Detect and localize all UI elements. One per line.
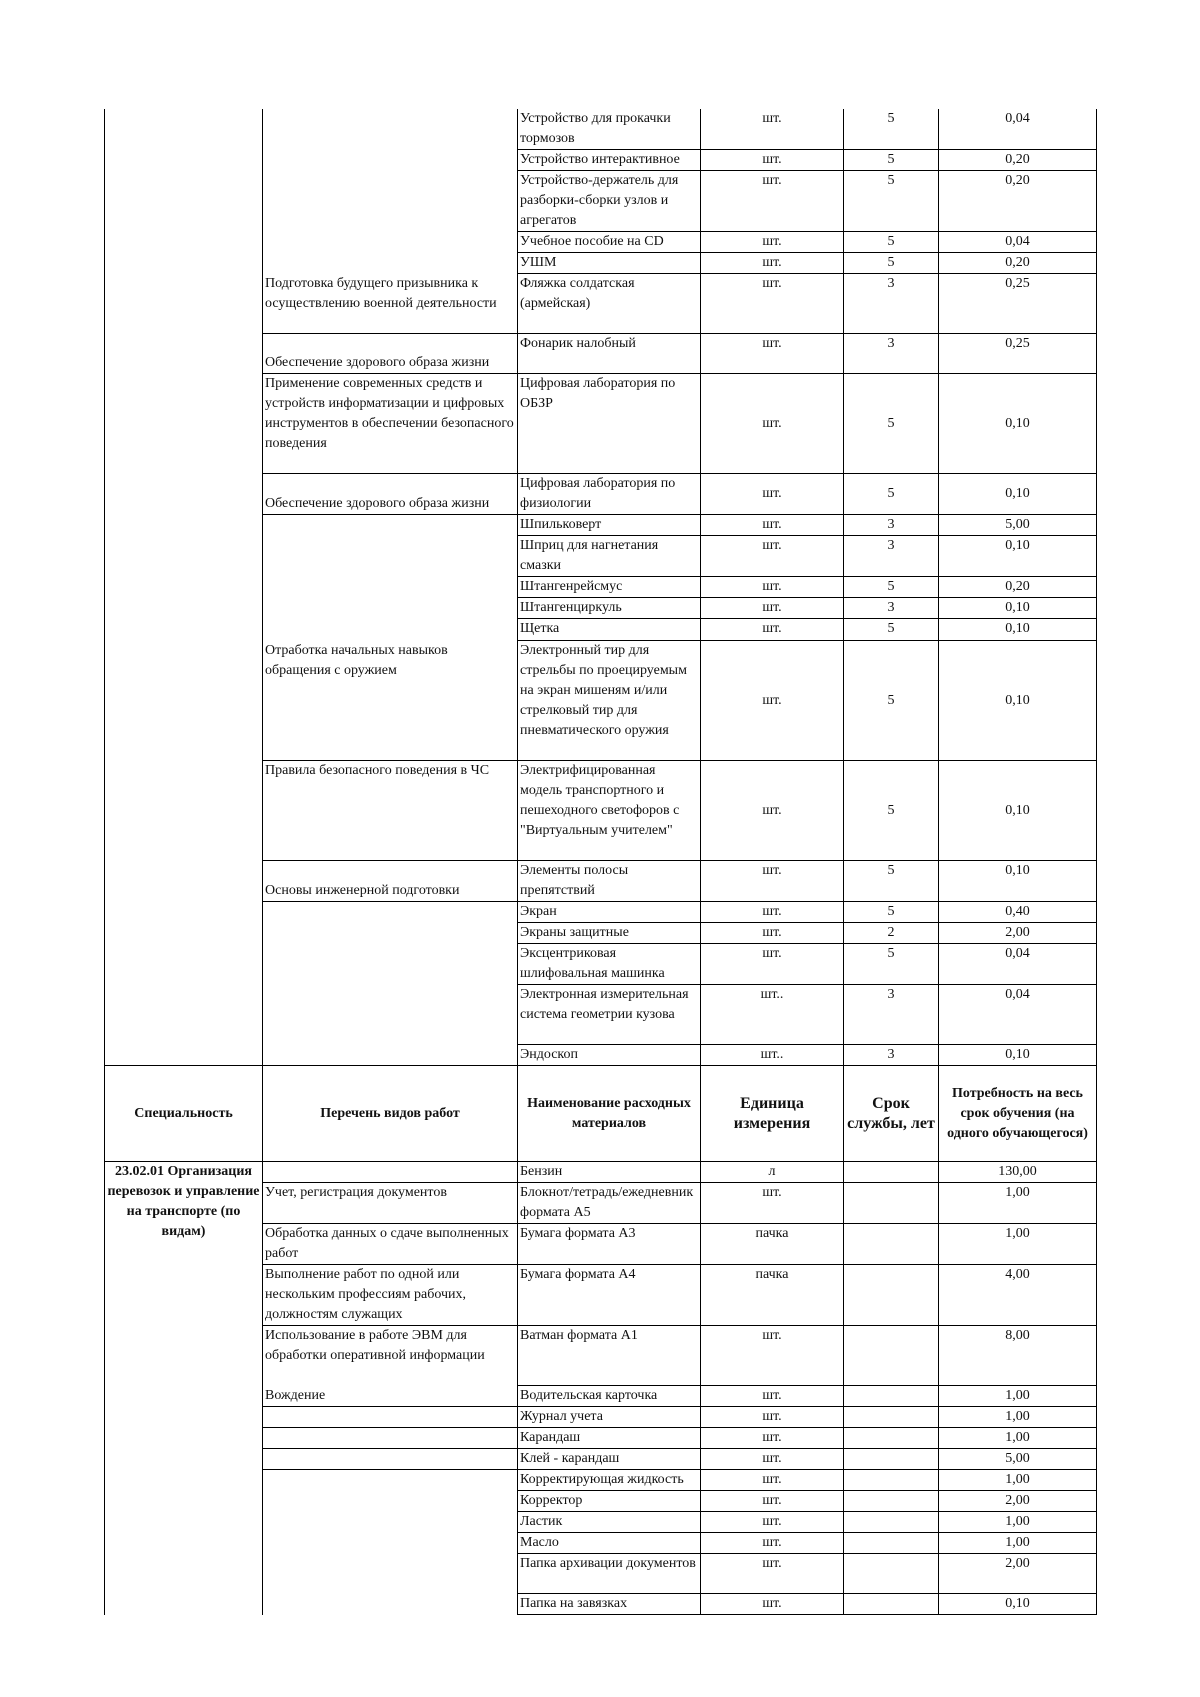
work-type-cell	[263, 253, 518, 274]
material-name-cell: Папка архивации документов	[518, 1554, 701, 1594]
service-term-cell	[844, 1162, 939, 1183]
need-cell: 0,10	[939, 536, 1097, 577]
header-specialty: Специальность	[105, 1066, 263, 1162]
service-term-cell: 3	[844, 1045, 939, 1066]
unit-cell: шт.	[701, 1407, 844, 1428]
material-name-cell: Водительская карточка	[518, 1386, 701, 1407]
material-name-cell: Экраны защитные	[518, 923, 701, 944]
unit-cell: шт.	[701, 1491, 844, 1512]
need-cell: 1,00	[939, 1512, 1097, 1533]
material-name-cell: Фонарик налобный	[518, 334, 701, 374]
work-type-cell	[263, 109, 518, 150]
unit-cell: шт.	[701, 1512, 844, 1533]
work-type-cell	[263, 150, 518, 171]
unit-cell: шт.	[701, 923, 844, 944]
work-type-cell	[263, 598, 518, 619]
specialty-cell	[105, 944, 263, 985]
service-term-cell	[844, 1594, 939, 1615]
table-row	[105, 274, 1097, 334]
service-term-cell: 3	[844, 985, 939, 1045]
unit-cell: шт.	[701, 619, 844, 641]
specialty-cell	[105, 171, 263, 232]
need-cell: 1,00	[939, 1533, 1097, 1554]
unit-cell: шт.	[701, 536, 844, 577]
work-type-cell: Учет, регистрация документов	[263, 1183, 518, 1224]
need-cell: 2,00	[939, 1554, 1097, 1594]
material-name-cell: Штангенрейсмус	[518, 577, 701, 598]
unit-cell: шт.	[701, 274, 844, 334]
need-cell: 1,00	[939, 1407, 1097, 1428]
specialty-cell	[105, 923, 263, 944]
need-cell: 130,00	[939, 1162, 1097, 1183]
unit-cell: шт.	[701, 1386, 844, 1407]
material-name-cell: Эндоскоп	[518, 1045, 701, 1066]
table-row	[105, 923, 1097, 944]
table-row	[105, 944, 1097, 985]
service-term-cell	[844, 1491, 939, 1512]
unit-cell: шт.	[701, 515, 844, 536]
table-row	[105, 232, 1097, 253]
material-name-cell: Щетка	[518, 619, 701, 641]
need-cell: 0,20	[939, 577, 1097, 598]
material-name-cell: Шприц для нагнетания смазки	[518, 536, 701, 577]
material-name-cell: Штангенциркуль	[518, 598, 701, 619]
unit-cell: пачка	[701, 1265, 844, 1326]
table-row	[105, 536, 1097, 577]
service-term-cell	[844, 1470, 939, 1491]
work-type-cell: Подготовка будущего призывника к осуществлению военной деятельности	[263, 274, 518, 334]
material-name-cell: Журнал учета	[518, 1407, 701, 1428]
material-name-cell: Масло	[518, 1533, 701, 1554]
work-type-cell	[263, 1512, 518, 1533]
need-cell: 1,00	[939, 1428, 1097, 1449]
need-cell: 8,00	[939, 1326, 1097, 1386]
material-name-cell: Экран	[518, 902, 701, 923]
unit-cell: шт.	[701, 861, 844, 902]
work-type-cell	[263, 1470, 518, 1491]
specialty-cell	[105, 109, 263, 150]
service-term-cell: 5	[844, 474, 939, 515]
unit-cell: шт.	[701, 109, 844, 150]
work-type-cell	[263, 1162, 518, 1183]
service-term-cell	[844, 1533, 939, 1554]
specialty-cell	[105, 577, 263, 598]
table-row	[105, 109, 1097, 150]
material-name-cell: Цифровая лаборатория по ОБЗР	[518, 374, 701, 474]
table-row	[105, 861, 1097, 902]
unit-cell: шт.	[701, 1470, 844, 1491]
need-cell: 0,25	[939, 274, 1097, 334]
service-term-cell	[844, 1326, 939, 1386]
unit-cell: шт.	[701, 150, 844, 171]
material-name-cell: Корректор	[518, 1491, 701, 1512]
specialty-cell	[105, 374, 263, 474]
material-name-cell: Устройство-держатель для разборки-сборки узлов и агрегатов	[518, 171, 701, 232]
work-type-cell: Основы инженерной подготовки	[263, 861, 518, 902]
material-name-cell: Устройство для прокачки тормозов	[518, 109, 701, 150]
work-type-cell: Обеспечение здорового образа жизни	[263, 334, 518, 374]
work-type-cell: Вождение	[263, 1386, 518, 1407]
need-cell: 0,04	[939, 944, 1097, 985]
need-cell: 0,10	[939, 1045, 1097, 1066]
specialty-cell	[105, 474, 263, 515]
material-name-cell: Папка на завязках	[518, 1594, 701, 1615]
header-materials: Наименование расходных материалов	[518, 1066, 701, 1162]
table-row	[105, 577, 1097, 598]
material-name-cell: Электрифицированная модель транспортного и пешеходного светофоров с "Виртуальным учителем"	[518, 761, 701, 861]
unit-cell: шт.	[701, 1326, 844, 1386]
unit-cell: шт.	[701, 474, 844, 515]
work-type-cell	[263, 1533, 518, 1554]
service-term-cell: 5	[844, 253, 939, 274]
specialty-cell	[105, 232, 263, 253]
material-name-cell: Учебное пособие на CD	[518, 232, 701, 253]
need-cell: 0,20	[939, 150, 1097, 171]
service-term-cell: 5	[844, 944, 939, 985]
service-term-cell: 3	[844, 515, 939, 536]
work-type-cell	[263, 944, 518, 985]
service-term-cell: 5	[844, 577, 939, 598]
service-term-cell	[844, 1512, 939, 1533]
specialty-cell	[105, 334, 263, 374]
unit-cell: шт.	[701, 1533, 844, 1554]
service-term-cell: 3	[844, 598, 939, 619]
specialty-cell	[105, 985, 263, 1045]
material-name-cell: Фляжка солдатская (армейская)	[518, 274, 701, 334]
table-row	[105, 474, 1097, 515]
header-row	[105, 1066, 1097, 1162]
material-name-cell: Шпильковерт	[518, 515, 701, 536]
unit-cell: шт.	[701, 1183, 844, 1224]
work-type-cell: Правила безопасного поведения в ЧС	[263, 761, 518, 861]
need-cell: 5,00	[939, 1449, 1097, 1470]
table-row	[105, 985, 1097, 1045]
materials-table-body	[105, 109, 1097, 1615]
service-term-cell: 3	[844, 536, 939, 577]
service-term-cell: 5	[844, 109, 939, 150]
service-term-cell	[844, 1407, 939, 1428]
header-need: Потребность на весь срок обучения (на одного обучающегося)	[939, 1066, 1097, 1162]
service-term-cell	[844, 1224, 939, 1265]
service-term-cell: 5	[844, 619, 939, 641]
unit-cell: шт.	[701, 598, 844, 619]
need-cell: 0,25	[939, 334, 1097, 374]
specialty-name: 23.02.01 Организация перевозок и управление на транспорте (по видам)	[105, 1162, 263, 1615]
need-cell: 0,04	[939, 232, 1097, 253]
document-page	[104, 109, 1097, 1615]
service-term-cell: 3	[844, 334, 939, 374]
table-row	[105, 598, 1097, 619]
specialty-cell	[105, 515, 263, 536]
unit-cell: шт.	[701, 902, 844, 923]
need-cell: 0,04	[939, 985, 1097, 1045]
work-type-cell	[263, 619, 518, 641]
need-cell: 0,10	[939, 598, 1097, 619]
unit-cell: шт.	[701, 641, 844, 761]
work-type-cell	[263, 1554, 518, 1594]
table-row	[105, 150, 1097, 171]
service-term-cell	[844, 1554, 939, 1594]
unit-cell: шт.	[701, 253, 844, 274]
need-cell: 0,10	[939, 474, 1097, 515]
work-type-cell	[263, 902, 518, 923]
need-cell: 0,10	[939, 641, 1097, 761]
material-name-cell: УШМ	[518, 253, 701, 274]
specialty-cell	[105, 598, 263, 619]
need-cell: 0,10	[939, 374, 1097, 474]
work-type-cell	[263, 577, 518, 598]
service-term-cell: 5	[844, 861, 939, 902]
need-cell: 0,10	[939, 1594, 1097, 1615]
need-cell: 0,10	[939, 761, 1097, 861]
unit-cell: шт.	[701, 1449, 844, 1470]
need-cell: 2,00	[939, 923, 1097, 944]
work-type-cell	[263, 536, 518, 577]
table-row	[105, 1045, 1097, 1066]
table-row	[105, 334, 1097, 374]
material-name-cell: Корректирующая жидкость	[518, 1470, 701, 1491]
work-type-cell: Отработка начальных навыков обращения с оружием	[263, 641, 518, 761]
work-type-cell	[263, 171, 518, 232]
work-type-cell: Обеспечение здорового образа жизни	[263, 474, 518, 515]
specialty-cell	[105, 274, 263, 334]
table-row	[105, 1162, 1097, 1183]
need-cell: 5,00	[939, 515, 1097, 536]
table-row	[105, 641, 1097, 761]
work-type-cell	[263, 1428, 518, 1449]
specialty-cell	[105, 150, 263, 171]
specialty-cell	[105, 641, 263, 761]
materials-table	[104, 109, 1097, 1615]
unit-cell: шт.	[701, 232, 844, 253]
service-term-cell	[844, 1386, 939, 1407]
unit-cell: шт.	[701, 1554, 844, 1594]
material-name-cell: Блокнот/тетрадь/ежедневник формата А5	[518, 1183, 701, 1224]
material-name-cell: Цифровая лаборатория по физиологии	[518, 474, 701, 515]
service-term-cell	[844, 1265, 939, 1326]
service-term-cell	[844, 1428, 939, 1449]
specialty-cell	[105, 902, 263, 923]
work-type-cell: Использование в работе ЭВМ для обработки оперативной информации	[263, 1326, 518, 1386]
material-name-cell: Бензин	[518, 1162, 701, 1183]
service-term-cell: 5	[844, 232, 939, 253]
unit-cell: шт..	[701, 985, 844, 1045]
work-type-cell	[263, 923, 518, 944]
table-row	[105, 515, 1097, 536]
table-row	[105, 374, 1097, 474]
unit-cell: пачка	[701, 1224, 844, 1265]
service-term-cell: 3	[844, 274, 939, 334]
table-row	[105, 902, 1097, 923]
specialty-cell	[105, 536, 263, 577]
header-term: Срок службы, лет	[844, 1066, 939, 1162]
unit-cell: шт.	[701, 171, 844, 232]
need-cell: 1,00	[939, 1386, 1097, 1407]
specialty-cell	[105, 761, 263, 861]
unit-cell: шт.	[701, 1594, 844, 1615]
work-type-cell	[263, 1407, 518, 1428]
specialty-cell	[105, 861, 263, 902]
work-type-cell: Применение современных средств и устройств информатизации и цифровых инструментов в обеспечении безопасного поведения	[263, 374, 518, 474]
work-type-cell: Выполнение работ по одной или нескольким профессиям рабочих, должностям служащих	[263, 1265, 518, 1326]
service-term-cell: 2	[844, 923, 939, 944]
need-cell: 0,10	[939, 619, 1097, 641]
table-row	[105, 761, 1097, 861]
header-works: Перечень видов работ	[263, 1066, 518, 1162]
material-name-cell: Карандаш	[518, 1428, 701, 1449]
work-type-cell	[263, 985, 518, 1045]
material-name-cell: Эксцентриковая шлифовальная машинка	[518, 944, 701, 985]
service-term-cell: 5	[844, 171, 939, 232]
specialty-cell	[105, 619, 263, 641]
work-type-cell: Обработка данных о сдаче выполненных работ	[263, 1224, 518, 1265]
need-cell: 0,04	[939, 109, 1097, 150]
material-name-cell: Электронная измерительная система геометрии кузова	[518, 985, 701, 1045]
work-type-cell	[263, 1491, 518, 1512]
unit-cell: шт.	[701, 761, 844, 861]
material-name-cell: Ватман формата А1	[518, 1326, 701, 1386]
work-type-cell	[263, 232, 518, 253]
need-cell: 0,20	[939, 253, 1097, 274]
table-row	[105, 253, 1097, 274]
service-term-cell	[844, 1449, 939, 1470]
need-cell: 0,10	[939, 861, 1097, 902]
need-cell: 1,00	[939, 1470, 1097, 1491]
service-term-cell: 5	[844, 761, 939, 861]
specialty-cell	[105, 1045, 263, 1066]
unit-cell: шт.	[701, 577, 844, 598]
material-name-cell: Бумага формата А4	[518, 1265, 701, 1326]
service-term-cell: 5	[844, 902, 939, 923]
unit-cell: шт.	[701, 1428, 844, 1449]
service-term-cell: 5	[844, 150, 939, 171]
need-cell: 2,00	[939, 1491, 1097, 1512]
need-cell: 0,40	[939, 902, 1097, 923]
specialty-cell	[105, 253, 263, 274]
table-row	[105, 619, 1097, 641]
material-name-cell: Электронный тир для стрельбы по проецируемым на экран мишеням и/или стрелковый тир для пневматического оружия	[518, 641, 701, 761]
unit-cell: шт.	[701, 374, 844, 474]
unit-cell: шт.	[701, 944, 844, 985]
material-name-cell: Устройство интерактивное	[518, 150, 701, 171]
material-name-cell: Элементы полосы препятствий	[518, 861, 701, 902]
need-cell: 0,20	[939, 171, 1097, 232]
material-name-cell: Бумага формата А3	[518, 1224, 701, 1265]
unit-cell: шт.	[701, 334, 844, 374]
work-type-cell	[263, 1594, 518, 1615]
material-name-cell: Ластик	[518, 1512, 701, 1533]
work-type-cell	[263, 1045, 518, 1066]
unit-cell: шт..	[701, 1045, 844, 1066]
service-term-cell	[844, 1183, 939, 1224]
need-cell: 1,00	[939, 1183, 1097, 1224]
work-type-cell	[263, 1449, 518, 1470]
need-cell: 4,00	[939, 1265, 1097, 1326]
service-term-cell: 5	[844, 374, 939, 474]
material-name-cell: Клей - карандаш	[518, 1449, 701, 1470]
table-row	[105, 171, 1097, 232]
header-unit: Единица измерения	[701, 1066, 844, 1162]
unit-cell: л	[701, 1162, 844, 1183]
work-type-cell	[263, 515, 518, 536]
service-term-cell: 5	[844, 641, 939, 761]
need-cell: 1,00	[939, 1224, 1097, 1265]
